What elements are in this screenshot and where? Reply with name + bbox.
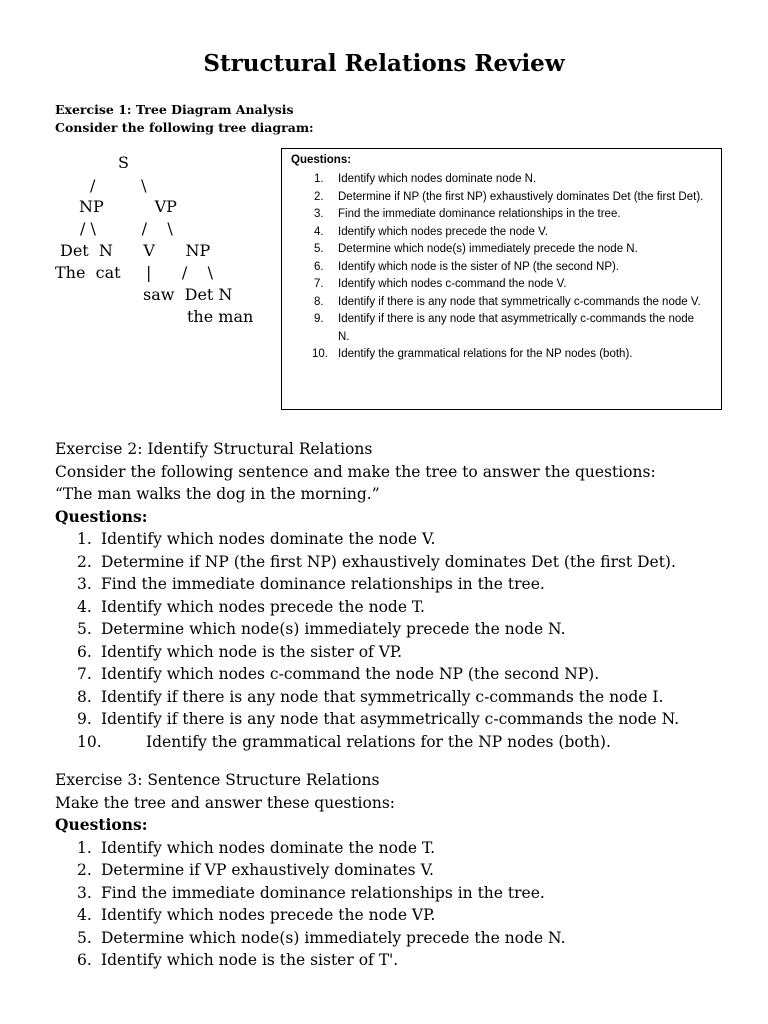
item-text: Identify if there is any node that symmetrically c-commands the node V. bbox=[338, 295, 701, 308]
item-text: Identify which node is the sister of NP (the second NP). bbox=[338, 260, 620, 273]
item-number: 7. bbox=[77, 665, 92, 683]
list-item bbox=[55, 528, 679, 551]
item-text: Determine if NP (the first NP) exhaustively dominates Det (the first Det). bbox=[101, 552, 676, 571]
item-text: Identify if there is any node that asymmetrically c-commands the node N. bbox=[101, 710, 680, 728]
item-text: Identify if there is any node that asymmetrically c-commands the node N. bbox=[338, 313, 695, 343]
tree-line: The cat | / \ bbox=[55, 263, 214, 282]
list-item bbox=[55, 573, 679, 596]
item-number: 2. bbox=[77, 861, 92, 879]
list-item bbox=[55, 686, 679, 709]
exercise2-section bbox=[55, 438, 679, 753]
item-number: 6. bbox=[77, 642, 92, 661]
item-text: Identify if there is any node that symmetrically c-commands the node I. bbox=[101, 687, 664, 706]
item-number: 8. bbox=[314, 295, 324, 308]
list-item bbox=[282, 189, 704, 207]
list-item bbox=[282, 241, 704, 259]
item-text: Identify which nodes c-command the node V. bbox=[338, 278, 567, 290]
item-number: 2. bbox=[314, 190, 324, 203]
item-number: 6. bbox=[314, 260, 324, 273]
item-number: 1. bbox=[77, 838, 92, 857]
tree-line: S bbox=[118, 153, 129, 172]
exercise2-instruction: Consider the following sentence and make the tree to answer the questions: bbox=[55, 462, 656, 481]
item-number: 3. bbox=[314, 208, 324, 220]
list-item bbox=[282, 206, 704, 224]
list-item bbox=[55, 731, 679, 754]
item-number: 9. bbox=[314, 313, 324, 325]
exercise1-heading: Exercise 1: Tree Diagram Analysis bbox=[55, 102, 294, 117]
item-number: 5. bbox=[314, 243, 324, 255]
item-text: Identify which node is the sister of VP. bbox=[101, 642, 403, 661]
item-text: Find the immediate dominance relationships in the tree. bbox=[101, 883, 545, 902]
item-text: Identify which nodes precede the node V. bbox=[338, 225, 548, 238]
item-text: Identify which nodes precede the node T. bbox=[101, 597, 425, 616]
tree-line: saw Det N bbox=[143, 285, 233, 304]
exercise2-sentence: “The man walks the dog in the morning.” bbox=[55, 485, 380, 503]
item-text: Determine which node(s) immediately precede the node N. bbox=[338, 243, 638, 255]
item-number: 3. bbox=[77, 883, 92, 902]
item-number: 1. bbox=[77, 530, 92, 548]
item-text: Identify the grammatical relations for the NP nodes (both). bbox=[146, 732, 611, 751]
list-item bbox=[55, 927, 566, 950]
questions-label: Questions: bbox=[55, 506, 148, 526]
exercise3-heading: Exercise 3: Sentence Structure Relations bbox=[55, 771, 380, 789]
item-number: 9. bbox=[77, 710, 92, 728]
item-number: 4. bbox=[77, 906, 92, 924]
list-item bbox=[55, 859, 566, 882]
item-text: Determine if VP exhaustively dominates V. bbox=[101, 861, 434, 879]
item-number: 7. bbox=[314, 278, 324, 290]
questions-label: Questions: bbox=[55, 815, 148, 834]
list-item bbox=[282, 276, 704, 294]
item-text: Identify which nodes dominate the node T. bbox=[101, 838, 435, 857]
item-text: Determine which node(s) immediately precede the node N. bbox=[101, 620, 566, 638]
tree-line: / \ / \ bbox=[80, 219, 173, 238]
list-item bbox=[282, 294, 704, 312]
item-number: 1. bbox=[314, 173, 324, 185]
item-text: Identify which nodes dominate node N. bbox=[338, 173, 537, 185]
list-item bbox=[282, 259, 704, 277]
tree-line: Det N V NP bbox=[60, 241, 211, 260]
tree-diagram bbox=[0, 0, 280, 340]
tree-line: NP VP bbox=[79, 197, 177, 216]
exercise2-questions-list bbox=[55, 528, 679, 753]
list-item bbox=[282, 171, 704, 189]
item-text: Identify the grammatical relations for the NP nodes (both). bbox=[338, 348, 633, 360]
exercise1-questions-list bbox=[282, 171, 704, 364]
list-item bbox=[55, 596, 679, 619]
item-text: Determine which node(s) immediately precede the node N. bbox=[101, 928, 566, 947]
item-number: 6. bbox=[77, 951, 92, 969]
list-item bbox=[55, 882, 566, 905]
list-item bbox=[282, 224, 704, 242]
tree-line: / \ bbox=[90, 176, 147, 195]
item-number: 10. bbox=[77, 732, 102, 751]
item-number: 10. bbox=[312, 348, 328, 360]
exercise1-instruction: Consider the following tree diagram: bbox=[55, 120, 314, 135]
item-number: 5. bbox=[77, 620, 92, 638]
item-text: Find the immediate dominance relationships in the tree. bbox=[338, 208, 621, 220]
item-number: 3. bbox=[77, 575, 92, 593]
item-text: Find the immediate dominance relationships in the tree. bbox=[101, 575, 545, 593]
list-item bbox=[55, 618, 679, 641]
list-item bbox=[55, 837, 566, 860]
item-text: Determine if NP (the first NP) exhaustively dominates Det (the first Det). bbox=[338, 190, 704, 203]
item-text: Identify which nodes c-command the node NP (the second NP). bbox=[101, 665, 600, 683]
exercise2-heading: Exercise 2: Identify Structural Relations bbox=[55, 440, 373, 458]
item-text: Identify which node is the sister of T'. bbox=[101, 951, 399, 969]
item-number: 4. bbox=[314, 225, 324, 238]
list-item bbox=[55, 641, 679, 664]
list-item bbox=[55, 949, 566, 972]
item-number: 2. bbox=[77, 552, 92, 571]
tree-line: the man bbox=[187, 307, 254, 326]
list-item bbox=[55, 708, 679, 731]
exercise3-section bbox=[55, 769, 566, 972]
list-item bbox=[55, 663, 679, 686]
item-number: 5. bbox=[77, 928, 92, 947]
item-number: 4. bbox=[77, 597, 92, 616]
list-item bbox=[55, 904, 566, 927]
list-item bbox=[282, 346, 704, 364]
list-item bbox=[55, 551, 679, 574]
exercise1-questions-box bbox=[281, 148, 722, 410]
page-title: Structural Relations Review bbox=[203, 50, 565, 77]
item-text: Identify which nodes dominate the node V. bbox=[101, 530, 436, 548]
exercise3-instruction: Make the tree and answer these questions: bbox=[55, 793, 396, 812]
item-number: 8. bbox=[77, 687, 92, 706]
item-text: Identify which nodes precede the node VP. bbox=[101, 906, 436, 924]
questions-label: Questions: bbox=[291, 154, 352, 166]
exercise3-questions-list bbox=[55, 837, 566, 972]
list-item bbox=[282, 311, 704, 346]
